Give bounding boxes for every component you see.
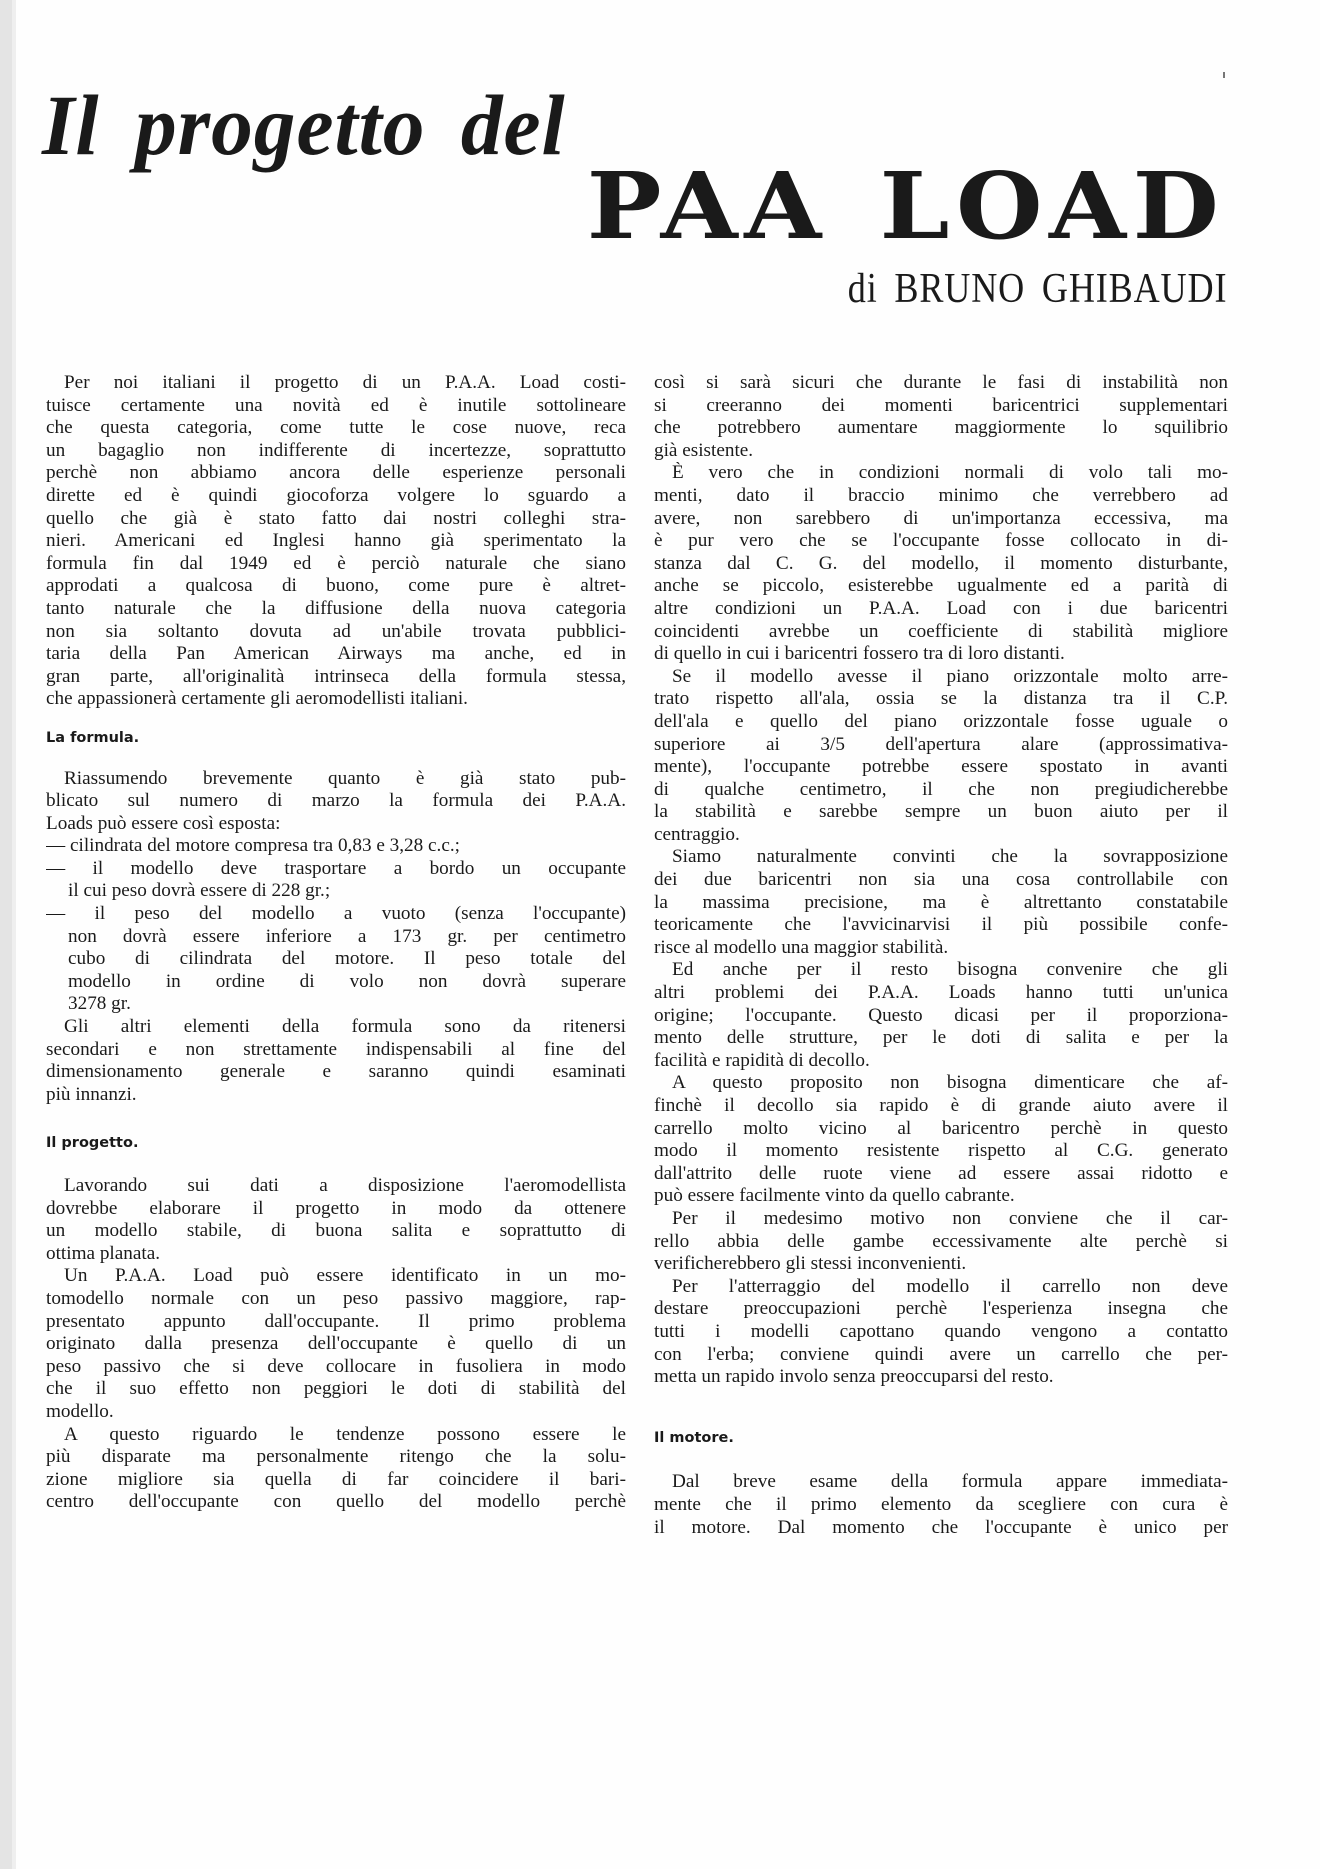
text-line: Per il medesimo motivo non conviene che il car- — [672, 1207, 1228, 1229]
text-line: così si sarà sicuri che durante le fasi di instabilità non — [654, 372, 1228, 393]
text-line: A questo riguardo le tendenze possono essere le — [64, 1423, 626, 1445]
text-line: avere, non sarebbero di un'importanza eccessiva, ma — [654, 507, 1228, 529]
text-line: modello in ordine di volo non dovrà superare — [68, 970, 626, 992]
text-line: superiore ai 3/5 dell'apertura alare (approssimativa- — [654, 733, 1228, 755]
text-line: centraggio. — [654, 823, 740, 845]
text-line: originato dalla presenza dell'occupante è quello di un — [46, 1333, 626, 1355]
text-line: trato rispetto all'ala, ossia se la distanza tra il C.P. — [654, 688, 1228, 710]
text-line: verificherebbero gli stessi inconvenienti. — [654, 1253, 967, 1275]
text-line: — cilindrata del motore compresa tra 0,83 e 3,28 c.c.; — [46, 835, 460, 857]
article-byline: di BRUNO GHIBAUDI — [847, 266, 1227, 312]
text-line: Lavorando sui dati a disposizione l'aeromodellista — [64, 1175, 626, 1196]
text-line: menti, dato il braccio minimo che verrebbero ad — [654, 484, 1228, 506]
text-line: — il peso del modello a vuoto (senza l'occupante) — [46, 903, 626, 925]
text-line: con l'erba; conviene quindi avere un carrello che per- — [654, 1343, 1228, 1365]
text-line: più disparate ma personalmente ritengo che la solu- — [46, 1446, 626, 1468]
text-line: tuisce certamente una novità ed è inutile sottolineare — [46, 394, 626, 416]
text-line: rello abbia delle gambe eccessivamente alte perchè si — [654, 1230, 1228, 1252]
page-binding-shadow — [12, 0, 16, 1869]
section-heading-formula: La formula. — [46, 729, 140, 746]
right-paragraph-6 — [654, 1072, 1228, 1208]
text-line: può essere facilmente vinto da quello cabrante. — [654, 1185, 1015, 1207]
progetto-paragraph-2 — [46, 1265, 626, 1423]
text-line: blicato sul numero di marzo la formula dei P.A.A. — [46, 790, 626, 812]
text-line: il motore. Dal momento che l'occupante è unico per — [654, 1516, 1228, 1538]
text-line: Per noi italiani il progetto di un P.A.A. Load costi- — [64, 372, 626, 393]
text-line: A questo proposito non bisogna dimenticare che af- — [672, 1072, 1228, 1094]
text-line: coincidenti avrebbe un coefficiente di stabilità migliore — [654, 620, 1228, 642]
text-line: altri problemi dei P.A.A. Loads hanno tutti un'unica — [654, 982, 1228, 1004]
text-line: dovrebbe elaborare il progetto in modo da ottenere — [46, 1197, 626, 1219]
text-line: formula fin dal 1949 ed è perciò naturale che siano — [46, 552, 626, 574]
right-paragraph-4 — [654, 846, 1228, 959]
text-line: anche se piccolo, esisterebbe ugualmente ed a parità di — [654, 575, 1228, 597]
text-line: tomodello normale con un peso passivo maggiore, rap- — [46, 1287, 626, 1309]
text-line: facilità e rapidità di decollo. — [654, 1049, 870, 1071]
text-line: Se il modello avesse il piano orizzontale molto arre- — [672, 665, 1228, 687]
text-line: gran parte, all'originalità intrinseca della formula stessa, — [46, 665, 626, 687]
text-line: Siamo naturalmente convinti che la sovrapposizione — [672, 846, 1228, 868]
text-line: teoricamente che l'avvicinarvisi il più possibile confe- — [654, 914, 1228, 936]
text-line: di qualche centimetro, il che non pregiudicherebbe — [654, 778, 1228, 800]
text-line: Per l'atterraggio del modello il carrello non deve — [672, 1275, 1228, 1297]
formula-list-item — [46, 858, 626, 903]
formula-list-item — [46, 903, 626, 1016]
formula-outro-paragraph — [46, 1016, 626, 1106]
text-line: zione migliore sia quella di far coincidere il bari- — [46, 1468, 626, 1490]
progetto-paragraph-1 — [46, 1175, 626, 1265]
text-line: È vero che in condizioni normali di volo tali mo- — [672, 462, 1228, 484]
text-line: più innanzi. — [46, 1083, 137, 1105]
text-line: Gli altri elementi della formula sono da ritenersi — [64, 1016, 626, 1038]
text-line: è pur vero che se l'occupante fosse collocato in di- — [654, 530, 1228, 552]
right-paragraph-5 — [654, 959, 1228, 1072]
text-line: non dovrà essere inferiore a 173 gr. per centimetro — [68, 925, 626, 947]
text-line: già esistente. — [654, 439, 754, 461]
text-line: cubo di cilindrata del motore. Il peso totale del — [68, 948, 626, 970]
page-binding-edge — [0, 0, 12, 1869]
text-line: centro dell'occupante con quello del modello perchè — [46, 1491, 626, 1513]
text-line: che il suo effetto non peggiori le doti di stabilità del — [46, 1378, 626, 1400]
text-line: dirette ed è quindi giocoforza volgere lo sguardo a — [46, 484, 626, 506]
right-column — [654, 372, 1228, 1539]
text-line: che questa categoria, come tutte le cose nuove, reca — [46, 417, 626, 439]
right-paragraph-7 — [654, 1208, 1228, 1276]
text-line: metta un rapido involo senza preoccuparsi del resto. — [654, 1366, 1054, 1388]
text-line: taria della Pan American Airways ma anche, ed in — [46, 643, 626, 665]
motore-paragraph-1 — [654, 1471, 1228, 1539]
right-paragraph-8 — [654, 1276, 1228, 1389]
text-line: approdati a qualcosa di buono, come pure è altret- — [46, 575, 626, 597]
intro-paragraph — [46, 372, 626, 711]
text-line: dei due baricentri non sia una cosa controllabile con — [654, 869, 1228, 891]
text-line: Dal breve esame della formula appare immediata- — [672, 1471, 1228, 1493]
text-line: altre condizioni un P.A.A. Load con i due baricentri — [654, 597, 1228, 619]
text-line: non sia soltanto dovuta ad un'abile trovata pubblici- — [46, 620, 626, 642]
right-paragraph-3 — [654, 666, 1228, 847]
text-line: mento delle strutture, per le doti di salita e per la — [654, 1027, 1228, 1049]
text-line: carrello molto vicino al baricentro perchè in questo — [654, 1117, 1228, 1139]
text-line: quello che già è stato fatto dai nostri colleghi stra- — [46, 507, 626, 529]
text-line: la massima precisione, ma è altrettanto constatabile — [654, 891, 1228, 913]
text-line: un bagaglio non indifferente di incertezze, soprattutto — [46, 439, 626, 461]
text-line: origine; l'occupante. Questo dicasi per il proporziona- — [654, 1004, 1228, 1026]
text-line: che appassionerà certamente gli aeromodellisti italiani. — [46, 688, 468, 710]
text-line: peso passivo che si deve collocare in fusoliera in modo — [46, 1355, 626, 1377]
right-paragraph-1 — [654, 372, 1228, 462]
text-line: dimensionamento generale e saranno quindi esaminati — [46, 1061, 626, 1083]
text-line: di quello in cui i baricentri fossero tra di loro distanti. — [654, 643, 1065, 665]
text-line: si creeranno dei momenti baricentrici supplementari — [654, 394, 1228, 416]
section-heading-motore: Il motore. — [654, 1429, 734, 1446]
text-line: tanto naturale che la diffusione della nuova categoria — [46, 597, 626, 619]
text-line: modello. — [46, 1400, 114, 1422]
text-line: Un P.A.A. Load può essere identificato in un mo- — [64, 1265, 626, 1287]
text-line: risce al modello una maggior stabilità. — [654, 936, 949, 958]
text-line: stanza dal C. G. del modello, il momento disturbante, — [654, 552, 1228, 574]
scan-speck — [1223, 72, 1225, 78]
text-line: tutti i modelli capottano quando vengono a contatto — [654, 1320, 1228, 1342]
text-line: che potrebbero aumentare maggiormente lo squilibrio — [654, 417, 1228, 439]
text-line: secondari e non strettamente indispensabili al fine del — [46, 1038, 626, 1060]
formula-intro-paragraph — [46, 768, 626, 836]
text-line: un modello stabile, di buona salita e soprattutto di — [46, 1220, 626, 1242]
text-line: destare preoccupazioni perchè l'esperienza insegna che — [654, 1298, 1228, 1320]
text-line: la stabilità e sarebbe sempre un buon aiuto per il — [654, 801, 1228, 823]
text-line: Riassumendo brevemente quanto è già stato pub- — [64, 767, 626, 789]
text-line: dell'ala e quello del piano orizzontale fosse uguale o — [654, 710, 1228, 732]
text-line: mente che il primo elemento da scegliere con cura è — [654, 1493, 1228, 1515]
text-line: nieri. Americani ed Inglesi hanno già sperimentato la — [46, 530, 626, 552]
formula-list-item — [46, 835, 626, 858]
article-title-line1: Il progetto del — [42, 77, 566, 173]
text-line: — il modello deve trasportare a bordo un occupante — [46, 857, 626, 879]
progetto-paragraph-3 — [46, 1424, 626, 1514]
article-title-line2: PAA LOAD — [586, 152, 1225, 260]
section-heading-progetto: Il progetto. — [46, 1135, 139, 1152]
text-line: 3278 gr. — [68, 993, 131, 1015]
text-line: il cui peso dovrà essere di 228 gr.; — [68, 880, 331, 902]
text-line: ottima planata. — [46, 1242, 161, 1264]
text-line: presentato appunto dall'occupante. Il primo problema — [46, 1310, 626, 1332]
text-line: perchè non abbiamo ancora delle esperienze personali — [46, 462, 626, 484]
formula-list — [46, 835, 626, 1016]
left-column — [46, 372, 626, 1514]
text-line: modo il momento resistente rispetto al C.G. generato — [654, 1140, 1228, 1162]
text-line: Loads può essere così esposta: — [46, 812, 281, 834]
text-line: Ed anche per il resto bisogna convenire che gli — [672, 959, 1228, 981]
text-line: mente), l'occupante potrebbe essere spostato in avanti — [654, 756, 1228, 778]
text-line: dall'attrito delle ruote viene ad essere assai ridotto e — [654, 1162, 1228, 1184]
right-paragraph-2 — [654, 462, 1228, 665]
text-line: finchè il decollo sia rapido è di grande aiuto avere il — [654, 1095, 1228, 1116]
